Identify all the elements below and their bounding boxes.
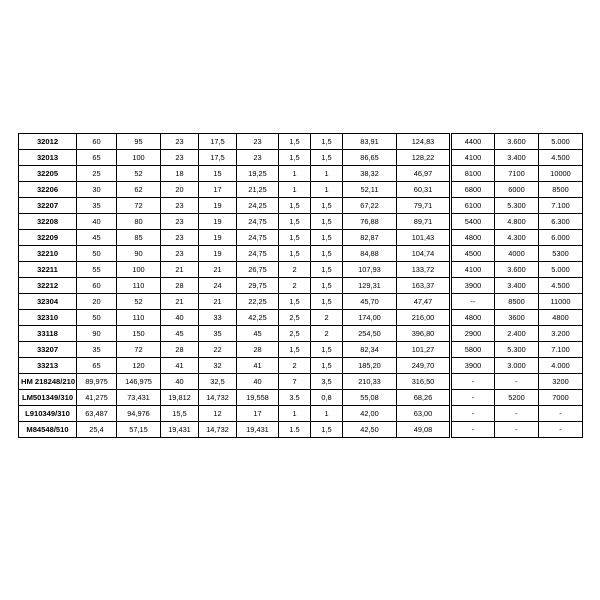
cell-value: 47,47 — [397, 294, 451, 310]
cell-value: 4100 — [451, 262, 495, 278]
cell-value: 396,80 — [397, 326, 451, 342]
cell-value: 28 — [237, 342, 279, 358]
cell-value: 17,5 — [199, 150, 237, 166]
table-row — [19, 134, 583, 150]
cell-value: 1,5 — [279, 198, 311, 214]
cell-value: - — [495, 422, 539, 438]
cell-value: 100 — [117, 150, 161, 166]
cell-value: 50 — [77, 310, 117, 326]
cell-value: 83,91 — [343, 134, 397, 150]
cell-value: 25 — [77, 166, 117, 182]
cell-value: - — [539, 422, 583, 438]
cell-value: 1,5 — [279, 150, 311, 166]
cell-designation: L910349/310 — [19, 406, 77, 422]
cell-value: 62 — [117, 182, 161, 198]
cell-value: 254,50 — [343, 326, 397, 342]
cell-value: 19 — [199, 246, 237, 262]
cell-value: 101,43 — [397, 230, 451, 246]
cell-value: 1,5 — [311, 422, 343, 438]
cell-value: 4.000 — [539, 358, 583, 374]
cell-value: 40 — [161, 374, 199, 390]
cell-value: 1 — [279, 406, 311, 422]
cell-value: 95 — [117, 134, 161, 150]
cell-value: 5.000 — [539, 134, 583, 150]
table-row — [19, 278, 583, 294]
cell-value: 101,27 — [397, 342, 451, 358]
cell-value: 4100 — [451, 150, 495, 166]
cell-value: 6800 — [451, 182, 495, 198]
cell-value: 8500 — [539, 182, 583, 198]
cell-value: 316,50 — [397, 374, 451, 390]
cell-value: 5.000 — [539, 262, 583, 278]
cell-value: 41 — [237, 358, 279, 374]
cell-value: 18 — [161, 166, 199, 182]
cell-value: - — [495, 374, 539, 390]
cell-value: 24 — [199, 278, 237, 294]
cell-value: 128,22 — [397, 150, 451, 166]
cell-value: 4800 — [451, 310, 495, 326]
cell-value: 120 — [117, 358, 161, 374]
cell-designation: 32205 — [19, 166, 77, 182]
cell-value: 30 — [77, 182, 117, 198]
cell-designation: 32210 — [19, 246, 77, 262]
cell-value: 49,08 — [397, 422, 451, 438]
cell-value: 3200 — [539, 374, 583, 390]
cell-value: 28 — [161, 278, 199, 294]
cell-value: 2 — [279, 358, 311, 374]
cell-value: 19,25 — [237, 166, 279, 182]
cell-value: 110 — [117, 310, 161, 326]
cell-value: 84,88 — [343, 246, 397, 262]
cell-value: 3.200 — [539, 326, 583, 342]
cell-value: 2 — [279, 278, 311, 294]
cell-value: 163,37 — [397, 278, 451, 294]
cell-designation: 32207 — [19, 198, 77, 214]
cell-value: - — [451, 406, 495, 422]
cell-value: 4.500 — [539, 278, 583, 294]
cell-value: - — [451, 422, 495, 438]
cell-value: 1,5 — [311, 294, 343, 310]
cell-designation: 32209 — [19, 230, 77, 246]
cell-value: 35 — [199, 326, 237, 342]
cell-value: 17 — [199, 182, 237, 198]
cell-value: 2 — [279, 262, 311, 278]
cell-designation: 32013 — [19, 150, 77, 166]
table-row — [19, 374, 583, 390]
cell-value: 129,31 — [343, 278, 397, 294]
cell-value: 1,5 — [311, 230, 343, 246]
cell-value: 17,5 — [199, 134, 237, 150]
cell-value: 90 — [117, 246, 161, 262]
cell-value: 55,08 — [343, 390, 397, 406]
cell-value: 60,31 — [397, 182, 451, 198]
cell-value: 89,71 — [397, 214, 451, 230]
cell-value: 12 — [199, 406, 237, 422]
cell-value: 41,275 — [77, 390, 117, 406]
table-row — [19, 182, 583, 198]
cell-value: 21 — [199, 294, 237, 310]
cell-value: 52 — [117, 294, 161, 310]
cell-value: 45,70 — [343, 294, 397, 310]
cell-value: 20 — [77, 294, 117, 310]
cell-value: 52,11 — [343, 182, 397, 198]
cell-value: 4800 — [451, 230, 495, 246]
cell-value: 10000 — [539, 166, 583, 182]
cell-value: 19 — [199, 230, 237, 246]
cell-designation: 32206 — [19, 182, 77, 198]
cell-value: 19 — [199, 214, 237, 230]
cell-value: 41 — [161, 358, 199, 374]
cell-value: 5200 — [495, 390, 539, 406]
table-row — [19, 310, 583, 326]
cell-value: 21 — [161, 262, 199, 278]
cell-value: 68,26 — [397, 390, 451, 406]
cell-value: 1,5 — [279, 246, 311, 262]
cell-value: 249,70 — [397, 358, 451, 374]
cell-value: 4400 — [451, 134, 495, 150]
cell-value: 146,975 — [117, 374, 161, 390]
cell-value: 7 — [279, 374, 311, 390]
cell-designation: 32212 — [19, 278, 77, 294]
cell-value: 3.5 — [279, 390, 311, 406]
cell-value: 4.300 — [495, 230, 539, 246]
cell-value: 8500 — [495, 294, 539, 310]
cell-value: 23 — [161, 198, 199, 214]
bearing-dimensions-table — [18, 133, 583, 438]
cell-value: 52 — [117, 166, 161, 182]
cell-designation: 32310 — [19, 310, 77, 326]
cell-value: 3.600 — [495, 134, 539, 150]
cell-value: 6000 — [495, 182, 539, 198]
cell-designation: 32208 — [19, 214, 77, 230]
cell-value: 23 — [161, 246, 199, 262]
cell-value: 1,5 — [311, 358, 343, 374]
cell-value: 35 — [77, 198, 117, 214]
cell-value: 2,5 — [279, 310, 311, 326]
cell-value: 14,732 — [199, 390, 237, 406]
cell-value: 4500 — [451, 246, 495, 262]
cell-value: 40 — [161, 310, 199, 326]
cell-value: 32,5 — [199, 374, 237, 390]
table-row — [19, 262, 583, 278]
cell-designation: 33118 — [19, 326, 77, 342]
table-row — [19, 406, 583, 422]
table-row — [19, 230, 583, 246]
cell-value: 4000 — [495, 246, 539, 262]
cell-value: 150 — [117, 326, 161, 342]
cell-value: 210,33 — [343, 374, 397, 390]
cell-value: 0,8 — [311, 390, 343, 406]
cell-value: 1 — [279, 166, 311, 182]
cell-value: 80 — [117, 214, 161, 230]
cell-value: - — [451, 390, 495, 406]
cell-value: 2,5 — [279, 326, 311, 342]
table-row — [19, 342, 583, 358]
cell-designation: 33207 — [19, 342, 77, 358]
cell-value: 1,5 — [311, 198, 343, 214]
cell-value: 4.500 — [539, 150, 583, 166]
cell-value: 1,5 — [311, 150, 343, 166]
cell-value: 1,5 — [279, 230, 311, 246]
cell-value: 22,25 — [237, 294, 279, 310]
table-row — [19, 390, 583, 406]
cell-value: 1 — [311, 166, 343, 182]
cell-value: 42,00 — [343, 406, 397, 422]
cell-value: 29,75 — [237, 278, 279, 294]
cell-designation: LM501349/310 — [19, 390, 77, 406]
cell-value: 110 — [117, 278, 161, 294]
cell-value: 3900 — [451, 278, 495, 294]
table-body — [19, 134, 583, 438]
cell-value: 2.400 — [495, 326, 539, 342]
cell-value: 3,5 — [311, 374, 343, 390]
cell-value: 23 — [161, 230, 199, 246]
cell-value: 65 — [77, 358, 117, 374]
cell-designation: 32304 — [19, 294, 77, 310]
cell-value: 17 — [237, 406, 279, 422]
cell-value: 45 — [237, 326, 279, 342]
cell-value: 85 — [117, 230, 161, 246]
cell-value: 1,5 — [311, 214, 343, 230]
cell-value: 5400 — [451, 214, 495, 230]
cell-value: 21 — [161, 294, 199, 310]
cell-value: 4.800 — [495, 214, 539, 230]
cell-value: 42,50 — [343, 422, 397, 438]
cell-value: 76,88 — [343, 214, 397, 230]
cell-designation: 33213 — [19, 358, 77, 374]
cell-value: 22 — [199, 342, 237, 358]
table-row — [19, 422, 583, 438]
cell-value: 6100 — [451, 198, 495, 214]
cell-value: 1 — [311, 182, 343, 198]
cell-value: 15 — [199, 166, 237, 182]
cell-value: 63,487 — [77, 406, 117, 422]
cell-value: 5800 — [451, 342, 495, 358]
cell-value: 185,20 — [343, 358, 397, 374]
cell-value: 5.300 — [495, 198, 539, 214]
cell-value: 50 — [77, 246, 117, 262]
cell-value: - — [495, 406, 539, 422]
cell-value: 23 — [161, 150, 199, 166]
cell-value: 1,5 — [311, 246, 343, 262]
cell-value: 23 — [161, 214, 199, 230]
cell-value: 3.400 — [495, 278, 539, 294]
cell-value: 3.400 — [495, 150, 539, 166]
cell-value: 72 — [117, 342, 161, 358]
cell-value: 42,25 — [237, 310, 279, 326]
cell-designation: HM 218248/210 — [19, 374, 77, 390]
cell-value: 60 — [77, 134, 117, 150]
cell-value: 19,812 — [161, 390, 199, 406]
cell-value: 2 — [311, 310, 343, 326]
cell-value: 63,00 — [397, 406, 451, 422]
cell-value: 24,75 — [237, 230, 279, 246]
cell-value: 1,5 — [311, 278, 343, 294]
cell-value: 79,71 — [397, 198, 451, 214]
cell-value: 24,75 — [237, 246, 279, 262]
cell-value: 40 — [77, 214, 117, 230]
cell-value: 15,5 — [161, 406, 199, 422]
cell-value: -- — [451, 294, 495, 310]
cell-value: 2 — [311, 326, 343, 342]
table-row — [19, 166, 583, 182]
cell-value: 2900 — [451, 326, 495, 342]
cell-value: 21,25 — [237, 182, 279, 198]
cell-value: 19 — [199, 198, 237, 214]
cell-designation: 32211 — [19, 262, 77, 278]
cell-value: 7.100 — [539, 198, 583, 214]
cell-value: 45 — [161, 326, 199, 342]
cell-value: - — [451, 374, 495, 390]
cell-value: 19,431 — [161, 422, 199, 438]
cell-value: 3600 — [495, 310, 539, 326]
table-row — [19, 358, 583, 374]
cell-value: 19,431 — [237, 422, 279, 438]
cell-value: 24,75 — [237, 214, 279, 230]
cell-value: 73,431 — [117, 390, 161, 406]
cell-value: 25,4 — [77, 422, 117, 438]
cell-value: 40 — [237, 374, 279, 390]
cell-value: 28 — [161, 342, 199, 358]
cell-value: 3.600 — [495, 262, 539, 278]
table-row — [19, 214, 583, 230]
table-row — [19, 150, 583, 166]
cell-value: 35 — [77, 342, 117, 358]
cell-value: 100 — [117, 262, 161, 278]
cell-value: 124,83 — [397, 134, 451, 150]
table-row — [19, 198, 583, 214]
cell-value: - — [539, 406, 583, 422]
cell-value: 14,732 — [199, 422, 237, 438]
cell-designation: 32012 — [19, 134, 77, 150]
table-row — [19, 294, 583, 310]
cell-value: 23 — [237, 150, 279, 166]
cell-value: 82,34 — [343, 342, 397, 358]
cell-value: 90 — [77, 326, 117, 342]
cell-value: 60 — [77, 278, 117, 294]
cell-value: 65 — [77, 150, 117, 166]
cell-value: 82,87 — [343, 230, 397, 246]
cell-value: 5300 — [539, 246, 583, 262]
table-row — [19, 246, 583, 262]
cell-value: 104,74 — [397, 246, 451, 262]
cell-value: 94,976 — [117, 406, 161, 422]
cell-value: 1.5 — [279, 422, 311, 438]
cell-value: 107,93 — [343, 262, 397, 278]
cell-value: 3900 — [451, 358, 495, 374]
cell-value: 1,5 — [279, 214, 311, 230]
cell-value: 89,975 — [77, 374, 117, 390]
table-row — [19, 326, 583, 342]
cell-value: 86,65 — [343, 150, 397, 166]
cell-value: 20 — [161, 182, 199, 198]
cell-value: 1,5 — [311, 134, 343, 150]
cell-value: 5.300 — [495, 342, 539, 358]
cell-value: 174,00 — [343, 310, 397, 326]
cell-value: 1,5 — [279, 134, 311, 150]
cell-value: 38,32 — [343, 166, 397, 182]
cell-value: 1 — [279, 182, 311, 198]
table-container — [18, 133, 582, 438]
cell-value: 7100 — [495, 166, 539, 182]
cell-designation: M84548/510 — [19, 422, 77, 438]
cell-value: 72 — [117, 198, 161, 214]
cell-value: 1,5 — [311, 262, 343, 278]
cell-value: 32 — [199, 358, 237, 374]
cell-value: 57,15 — [117, 422, 161, 438]
cell-value: 3.000 — [495, 358, 539, 374]
cell-value: 7000 — [539, 390, 583, 406]
cell-value: 11000 — [539, 294, 583, 310]
cell-value: 4800 — [539, 310, 583, 326]
cell-value: 7.100 — [539, 342, 583, 358]
cell-value: 55 — [77, 262, 117, 278]
cell-value: 19,558 — [237, 390, 279, 406]
cell-value: 216,00 — [397, 310, 451, 326]
cell-value: 1 — [311, 406, 343, 422]
cell-value: 1,5 — [279, 294, 311, 310]
cell-value: 23 — [161, 134, 199, 150]
cell-value: 21 — [199, 262, 237, 278]
cell-value: 133,72 — [397, 262, 451, 278]
cell-value: 23 — [237, 134, 279, 150]
cell-value: 33 — [199, 310, 237, 326]
cell-value: 6.300 — [539, 214, 583, 230]
cell-value: 45 — [77, 230, 117, 246]
cell-value: 8100 — [451, 166, 495, 182]
cell-value: 46,97 — [397, 166, 451, 182]
cell-value: 24,25 — [237, 198, 279, 214]
cell-value: 1,5 — [311, 342, 343, 358]
cell-value: 1,5 — [279, 342, 311, 358]
cell-value: 6.000 — [539, 230, 583, 246]
cell-value: 26,75 — [237, 262, 279, 278]
cell-value: 67,22 — [343, 198, 397, 214]
